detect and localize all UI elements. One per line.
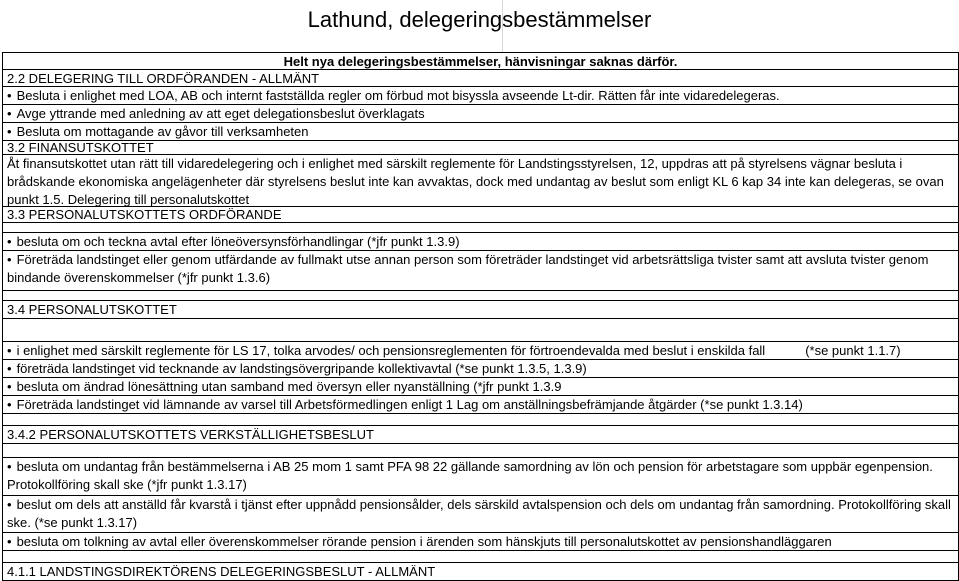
bullet-icon [7,397,17,412]
spacer-row [3,551,958,563]
list-item: • Företräda landstinget vid lämnande av varsel till Arbetsförmedlingen enligt 1 Lag om anställningsbefrämjande åtgärder (*se punkt 1.3.14) [3,396,958,414]
bullet-icon [7,343,17,358]
list-item: • besluta om undantag från bestämmelserna i AB 25 mom 1 samt PFA 98 22 gällande samordning av lön och pension för arbetstagare som uppbär egenpension. Protokollföring skall ske (*jfr punkt 1.3.17) [3,458,958,496]
bullet-icon [7,234,17,249]
bullet-icon [7,379,17,394]
subtitle: Helt nya delegeringsbestämmelser, hänvisningar saknas därför. [3,52,958,70]
list-item: • Företräda landstinget eller genom utfärdande av fullmakt utse annan person som företräder landstinget vid arbetsrättsliga tvister samt att avsluta tvister genom bindande överenskommelser (*jfr punkt 1.3.6) [3,251,958,291]
list-item: • besluta om ändrad lönesättning utan samband med översyn eller nyanställning (*jfr punkt 1.3.9 [3,378,958,396]
list-item: • Besluta i enlighet med LOA, AB och internt fastställda regler om förbud mot bisyssla avseende Lt-dir. Rätten får inte vidaredelegeras. [3,87,958,105]
section-heading-3-3: 3.3 PERSONALUTSKOTTETS ORDFÖRANDE [3,207,958,223]
list-item: • beslut om dels att anställd får kvarstå i tjänst efter uppnådd pensionsålder, dels särskild avtalspension och dels om undantag från samordning. Protokollföring skall ske. (*se punkt 1.3.17) [3,496,958,533]
spacer-row [3,414,958,426]
section-paragraph: Åt finansutskottet utan rätt till vidaredelegering och i enlighet med särskilt reglemente för Landstingsstyrelsen, 12, uppdras att på styrelsens vägnar besluta i brådskande ekonomiska angelägenheter där styrelsens beslut inte kan avvaktas, dock med undantag av beslut som enligt KL 6 kap 34 inte kan delegeras, se ovan punkt 1.5. Delegering till personalutskottet [3,155,958,207]
section-heading-3-2: 3.2 FINANSUTSKOTTET [3,141,958,155]
list-item: • i enlighet med särskilt reglemente för LS 17, tolka arvodes/ och pensionsreglementen för förtroendevalda med beslut i enskilda fall (*se punkt 1.1.7) [3,342,958,360]
section-heading-3-4: 3.4 PERSONALUTSKOTTET [3,301,958,319]
list-item: • besluta om tolkning av avtal eller överenskommelser rörande pension i ärenden som hänskjuts till personalutskottet av pensionshandläggaren [3,533,958,551]
bullet-icon [7,252,17,267]
list-item: • besluta om och teckna avtal efter löneöversynsförhandlingar (*jfr punkt 1.3.9) [3,233,958,251]
section-heading-3-4-2: 3.4.2 PERSONALUTSKOTTETS VERKSTÄLLIGHETSBESLUT [3,426,958,444]
bullet-icon [7,106,17,121]
spacer-row [3,223,958,233]
section-heading-2-2: 2.2 DELEGERING TILL ORDFÖRANDEN - ALLMÄNT [3,70,958,87]
bullet-icon [7,88,17,103]
spacer-row [3,291,958,301]
bullet-icon [7,497,17,512]
spacer-row [3,319,958,342]
page-title: Lathund, delegeringsbestämmelser [307,7,652,32]
list-item: • Besluta om mottagande av gåvor till verksamheten [3,123,958,141]
bullet-icon [7,124,17,139]
list-item: • Avge yttrande med anledning av att eget delegationsbeslut överklagats [3,105,958,123]
spacer-row [3,444,958,458]
bullet-icon [7,534,17,549]
bullet-icon [7,459,17,474]
delegation-table [2,52,959,581]
header-cell [502,0,958,52]
bullet-icon [7,361,17,376]
section-heading-4-1-1: 4.1.1 LANDSTINGSDIREKTÖRENS DELEGERINGSBESLUT - ALLMÄNT [3,563,958,581]
list-item: • företräda landstinget vid tecknande av landstingsövergripande kollektivavtal (*se punkt 1.3.5, 1.3.9) [3,360,958,378]
